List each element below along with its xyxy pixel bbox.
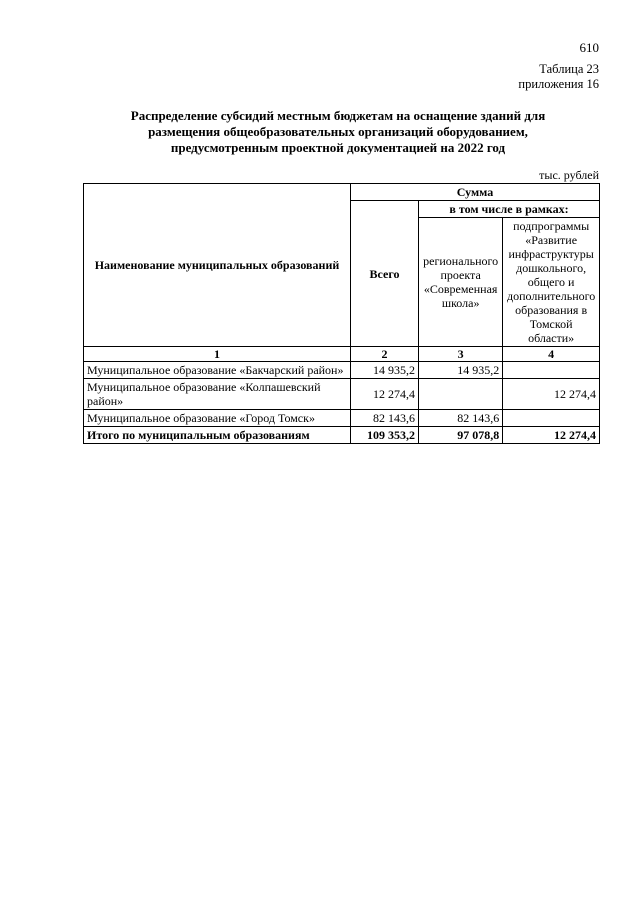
table-reference-line2: приложения 16 <box>518 77 599 91</box>
document-title-line1: Распределение субсидий местным бюджетам на оснащение зданий для <box>130 108 546 123</box>
table-reference-line1: Таблица 23 <box>539 62 599 76</box>
header-sum: Сумма <box>351 184 600 201</box>
subprogram-value <box>503 362 600 379</box>
total-value: 14 935,2 <box>351 362 419 379</box>
header-regional: регионального проекта «Современная школа» <box>419 218 503 347</box>
units-label: тыс. рублей <box>539 168 599 182</box>
municipality-name: Муниципальное образование «Город Томск» <box>84 410 351 427</box>
subprogram-value: 12 274,4 <box>503 379 600 410</box>
subprogram-value <box>503 410 600 427</box>
municipality-name: Муниципальное образование «Колпашевский район» <box>84 379 351 410</box>
total-value: 82 143,6 <box>351 410 419 427</box>
column-number: 3 <box>419 347 503 362</box>
document-title-line3: предусмотренным проектной документацией на 2022 год <box>170 140 506 155</box>
table-row <box>84 379 600 410</box>
header-including: в том числе в рамках: <box>419 201 600 218</box>
page-number: 610 <box>579 40 599 55</box>
regional-value: 82 143,6 <box>419 410 503 427</box>
document-title-line2: размещения общеобразовательных организаций оборудованием, <box>148 124 528 139</box>
column-number: 4 <box>503 347 600 362</box>
column-number: 2 <box>351 347 419 362</box>
document-title <box>82 108 594 156</box>
total-row-regional: 97 078,8 <box>419 427 503 444</box>
table-row <box>84 362 600 379</box>
header-subprogram: подпрограммы «Развитие инфраструктуры дошкольного, общего и дополнительного образования в Томской области» <box>503 218 600 347</box>
total-row-subprogram: 12 274,4 <box>503 427 600 444</box>
subsidies-table <box>83 183 600 444</box>
total-row <box>84 427 600 444</box>
header-row-1 <box>84 184 600 201</box>
regional-value <box>419 379 503 410</box>
municipality-name: Муниципальное образование «Бакчарский район» <box>84 362 351 379</box>
total-row-total: 109 353,2 <box>351 427 419 444</box>
column-numbers-row <box>84 347 600 362</box>
column-number: 1 <box>84 347 351 362</box>
table-reference <box>518 62 599 92</box>
table-row <box>84 410 600 427</box>
header-total: Всего <box>351 201 419 347</box>
total-row-name: Итого по муниципальным образованиям <box>84 427 351 444</box>
header-name: Наименование муниципальных образований <box>84 184 351 347</box>
regional-value: 14 935,2 <box>419 362 503 379</box>
total-value: 12 274,4 <box>351 379 419 410</box>
